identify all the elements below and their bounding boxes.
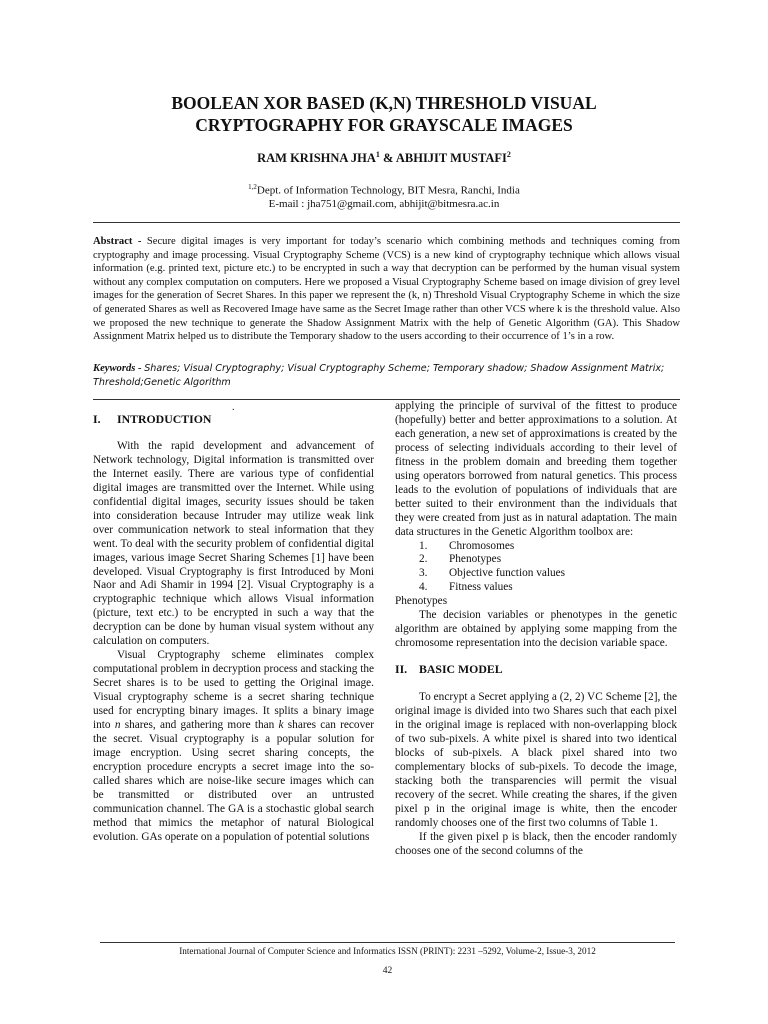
abstract xyxy=(93,235,680,344)
intro-paragraph-2-part-a: Visual Cryptography scheme eliminates complex computational problem in decryption process and stacking the Secret shares is to be used to getting the Original image. Visual cryptography scheme is a secret sharing technique used for encrypting binary images. It splits a binary image into xyxy=(93,649,374,732)
list-item-label: Phenotypes xyxy=(449,553,502,566)
section-heading-basic-model xyxy=(395,663,677,677)
intro-paragraph-2-part-b: shares, and gathering more than xyxy=(120,719,279,732)
right-column xyxy=(395,400,677,859)
list-item-number: 4. xyxy=(419,581,428,594)
author-2: ABHIJIT MUSTAFI xyxy=(395,151,507,166)
affiliation-email: E-mail : jha751@gmail.com, abhijit@bitmesra.ac.in xyxy=(268,197,500,210)
author-1-affil-mark: 1 xyxy=(375,150,380,159)
list-item-label: Objective function values xyxy=(449,567,566,580)
section-title: INTRODUCTION xyxy=(117,412,212,426)
page-number: 42 xyxy=(382,966,393,976)
ga-paragraph: applying the principle of survival of the fittest to produce (hopefully) better and better approximations to a solution. At each generation, a new set of approximations is created by the process of selecting individuals according to their level of fitness in the problem domain and breeding them together using operators borrowed from natural genetics. This process leads to the evolution of populations of individuals that are better suited to their environment than the individuals that they were created from just as in natural adaptation. The main data structures in the Genetic Algorithm toolbox are: xyxy=(395,400,677,538)
author-2-affil-mark: 2 xyxy=(506,150,511,159)
left-column xyxy=(93,413,374,845)
stray-dot: . xyxy=(232,402,235,413)
list-item-number: 2. xyxy=(419,553,428,566)
section-number: II. xyxy=(395,662,408,677)
list-item xyxy=(395,581,677,595)
author-list xyxy=(100,150,668,166)
list-item-label: Chromosomes xyxy=(449,539,515,552)
affiliation-dept: Dept. of Information Technology, BIT Mesra, Ranchi, India xyxy=(256,184,520,197)
paper-title xyxy=(100,92,668,136)
section-title: BASIC MODEL xyxy=(419,662,503,677)
phenotypes-label: Phenotypes xyxy=(395,595,448,608)
list-item-number: 3. xyxy=(419,567,428,580)
keywords-label: Keywords - xyxy=(93,363,145,374)
phenotypes-paragraph: The decision variables or phenotypes in the genetic algorithm are obtained by applying some mapping from the chromosome representation into the decision variable space. xyxy=(395,609,677,650)
list-item xyxy=(395,567,677,581)
affiliation-mark: 1,2 xyxy=(248,183,257,191)
author-separator: & xyxy=(379,151,396,166)
intro-paragraph-2-part-c: shares can recover the secret. Visual cryptography is a popular solution for image encryption. Using secret sharing concepts, the encryption procedure encrypts a secret image into the so-called shares which are noise-like secure images which can be transmitted or distributed over an untrusted communication channel. The GA is a stochastic global search method that mimics the metaphor of natural Biological evolution. GAs operate on a population of potential solutions xyxy=(93,719,374,843)
list-item xyxy=(395,540,677,554)
italic-n: n xyxy=(114,719,121,732)
author-1: RAM KRISHNA JHA xyxy=(257,151,376,166)
ga-data-structures-list xyxy=(395,540,677,596)
basic-model-paragraph-2: If the given pixel p is black, then the encoder randomly chooses one of the second columns of the xyxy=(395,830,677,857)
abstract-label: Abstract - xyxy=(93,236,147,247)
keywords xyxy=(93,362,680,389)
keywords-text: Shares; Visual Cryptography; Visual Cryptography Scheme; Temporary shadow; Shadow Assignment Matrix; Threshold;Genetic Algorithm xyxy=(93,363,665,388)
affiliation xyxy=(100,181,668,211)
title-line-1: BOOLEAN XOR BASED (K,N) THRESHOLD VISUAL xyxy=(171,93,597,113)
italic-k: k xyxy=(278,719,284,732)
section-heading-introduction xyxy=(93,413,374,427)
title-line-2: CRYPTOGRAPHY FOR GRAYSCALE IMAGES xyxy=(195,115,573,135)
intro-paragraph-1: With the rapid development and advancement of Network technology, Digital information is transmitted over the Internet easily. There are various type of confidential digital images are transmitted over the Internet. While using confidential digital images, security issues should be taken into consideration because Intruder may utilize weak link over communication network to steal information that they went. To deal with the security problem of confidential digital images, various image Secret Sharing Schemes [1] have been developed. Visual Cryptography is first Introduced by Moni Naor and Adi Shamir in 1994 [2]. Visual Cryptography is a cryptographic technique which allows Visual information (picture, text etc.) to be encrypted in such a way that the decryption can be done by human visual system without any calculation on computers. xyxy=(93,439,374,648)
basic-model-paragraph-1: To encrypt a Secret applying a (2, 2) VC Scheme [2], the original image is divided into two Shares such that each pixel in the original image is replaced with non-overlapping block of two sub-pixels. A white pixel is shared into two identical blocks of sub-pixels. A black pixel shared into two complementary blocks of sub-pixels. To decode the image, stacking both the transparencies will permit the visual recovery of the secret. While creating the shares, if the given pixel p in the original image is white, then the encoder randomly chooses one of the first two columns of Table 1. xyxy=(395,691,677,829)
journal-footer: International Journal of Computer Science and Informatics ISSN (PRINT): 2231 –5292, Volume-2, Issue-3, 2012 xyxy=(179,946,596,956)
list-item-label: Fitness values xyxy=(449,581,513,594)
footer-divider xyxy=(100,942,675,943)
list-item-number: 1. xyxy=(419,539,428,552)
header-divider xyxy=(93,222,680,223)
abstract-text: Secure digital images is very important for today’s scenario which combining methods and techniques coming from cryptography and image processing. Visual Cryptography Scheme (VCS) is a new kind of cryptography technique which allows visual information (e.g. printed text, picture etc.) to be encrypted in such a way that decryption can be performed by the human visual system without any complex computation on computers. Here we proposed a Visual Cryptography Scheme based on image division of grey level images for the generation of Secret Shares. In this paper we represent the (k, n) Threshold Visual Cryptography Scheme in which the size of generated Shares as well as Recovered Image have same as the Secret Image rather than other VCS where k is the threshold value. Also we proposed the new technique to generate the Shadow Assignment Matrix with the help of Genetic Algorithm (GA). This Shadow Assignment Matrix helped us to distribute the Temporary shadow to the users according to their occurrence of 1’s in a row. xyxy=(93,236,681,343)
section-number: I. xyxy=(93,412,101,426)
list-item xyxy=(395,553,677,567)
intro-paragraph-2 xyxy=(93,649,374,844)
